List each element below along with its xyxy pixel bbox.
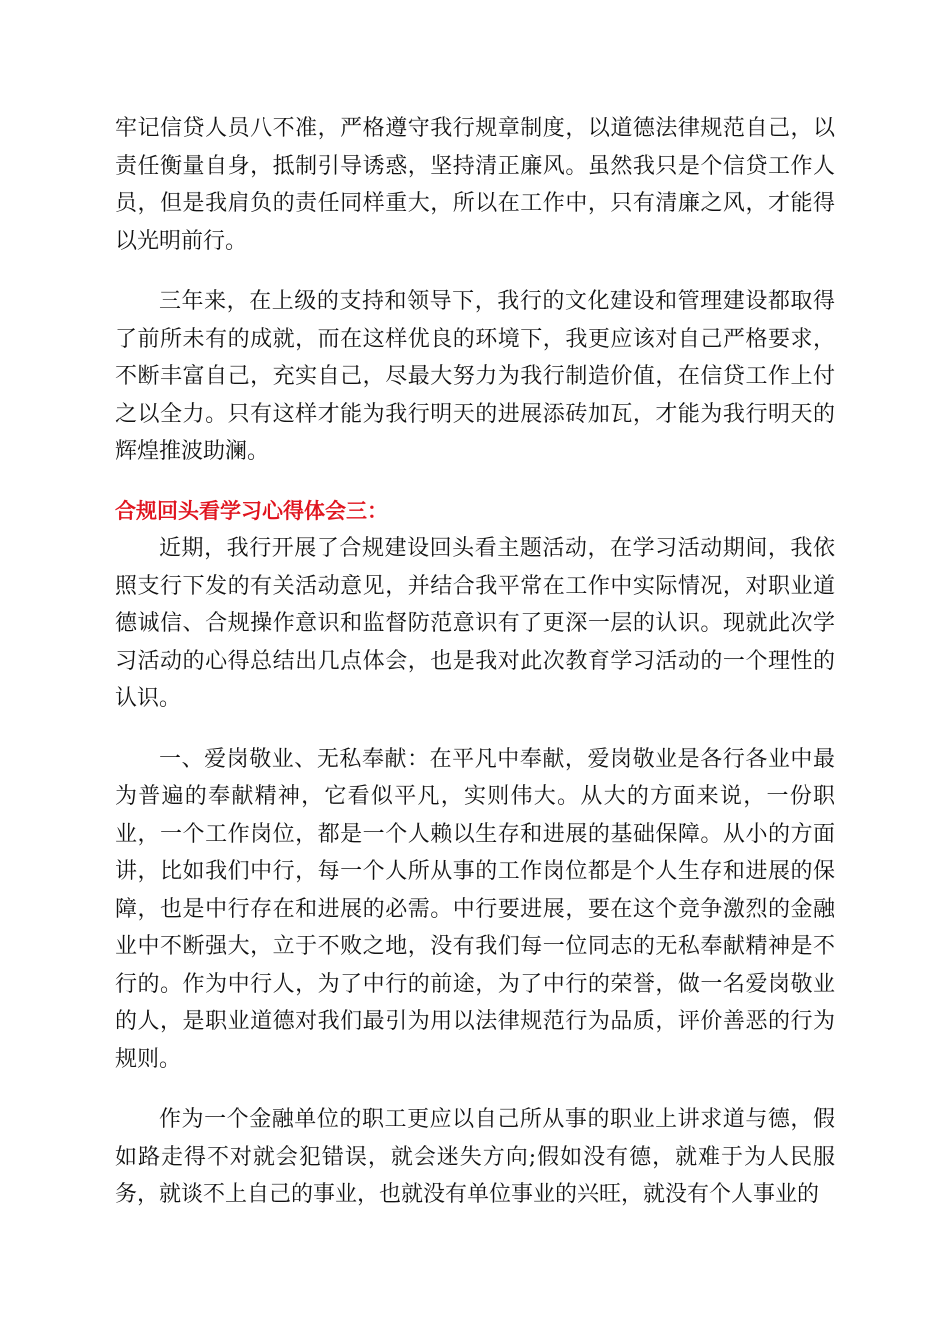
paragraph-5: 作为一个金融单位的职工更应以自己所从事的职业上讲求道与德，假如路走得不对就会犯错误，就会迷失方向;假如没有德，就难于为人民服务，就谈不上自己的事业，也就没有单位事业的兴旺，就没有个人事业的 [115, 1107, 835, 1207]
paragraph-1: 牢记信贷人员八不准，严格遵守我行规章制度，以道德法律规范自己，以责任衡量自身，抵制引导诱惑，坚持清正廉风。虽然我只是个信贷工作人员，但是我肩负的责任同样重大，所以在工作中，只有清廉之风，才能得以光明前行。 [115, 116, 835, 254]
paragraph-4: 一、爱岗敬业、无私奉献：在平凡中奉献，爱岗敬业是各行各业中最为普遍的奉献精神，它看似平凡，实则伟大。从大的方面来说，一份职业，一个工作岗位，都是一个人赖以生存和进展的基础保障。从小的方面讲，比如我们中行，每一个人所从事的工作岗位都是个人生存和进展的保障，也是中行存在和进展的必需。中行要进展，要在这个竞争激烈的金融业中不断强大，立于不败之地，没有我们每一位同志的无私奉献精神是不行的。作为中行人，为了中行的前途，为了中行的荣誉，做一名爱岗敬业的人，是职业道德对我们最引为用以法律规范行为品质，评价善恶的行为规则。 [115, 746, 835, 1072]
section-heading: 合规回头看学习心得体会三： [115, 498, 388, 523]
paragraph-2: 三年来，在上级的支持和领导下，我行的文化建设和管理建设都取得了前所未有的成就，而在这样优良的环境下，我更应该对自己严格要求，不断丰富自己，充实自己，尽最大努力为我行制造价值，在信贷工作上付之以全力。只有这样才能为我行明天的进展添砖加瓦，才能为我行明天的辉煌推波助澜。 [115, 289, 835, 464]
document-page [115, 110, 835, 1214]
paragraph-3: 近期，我行开展了合规建设回头看主题活动，在学习活动期间，我依照支行下发的有关活动意见，并结合我平常在工作中实际情况，对职业道德诚信、合规操作意识和监督防范意识有了更深一层的认识。现就此次学习活动的心得总结出几点体会，也是我对此次教育学习活动的一个理性的认识。 [115, 536, 835, 711]
